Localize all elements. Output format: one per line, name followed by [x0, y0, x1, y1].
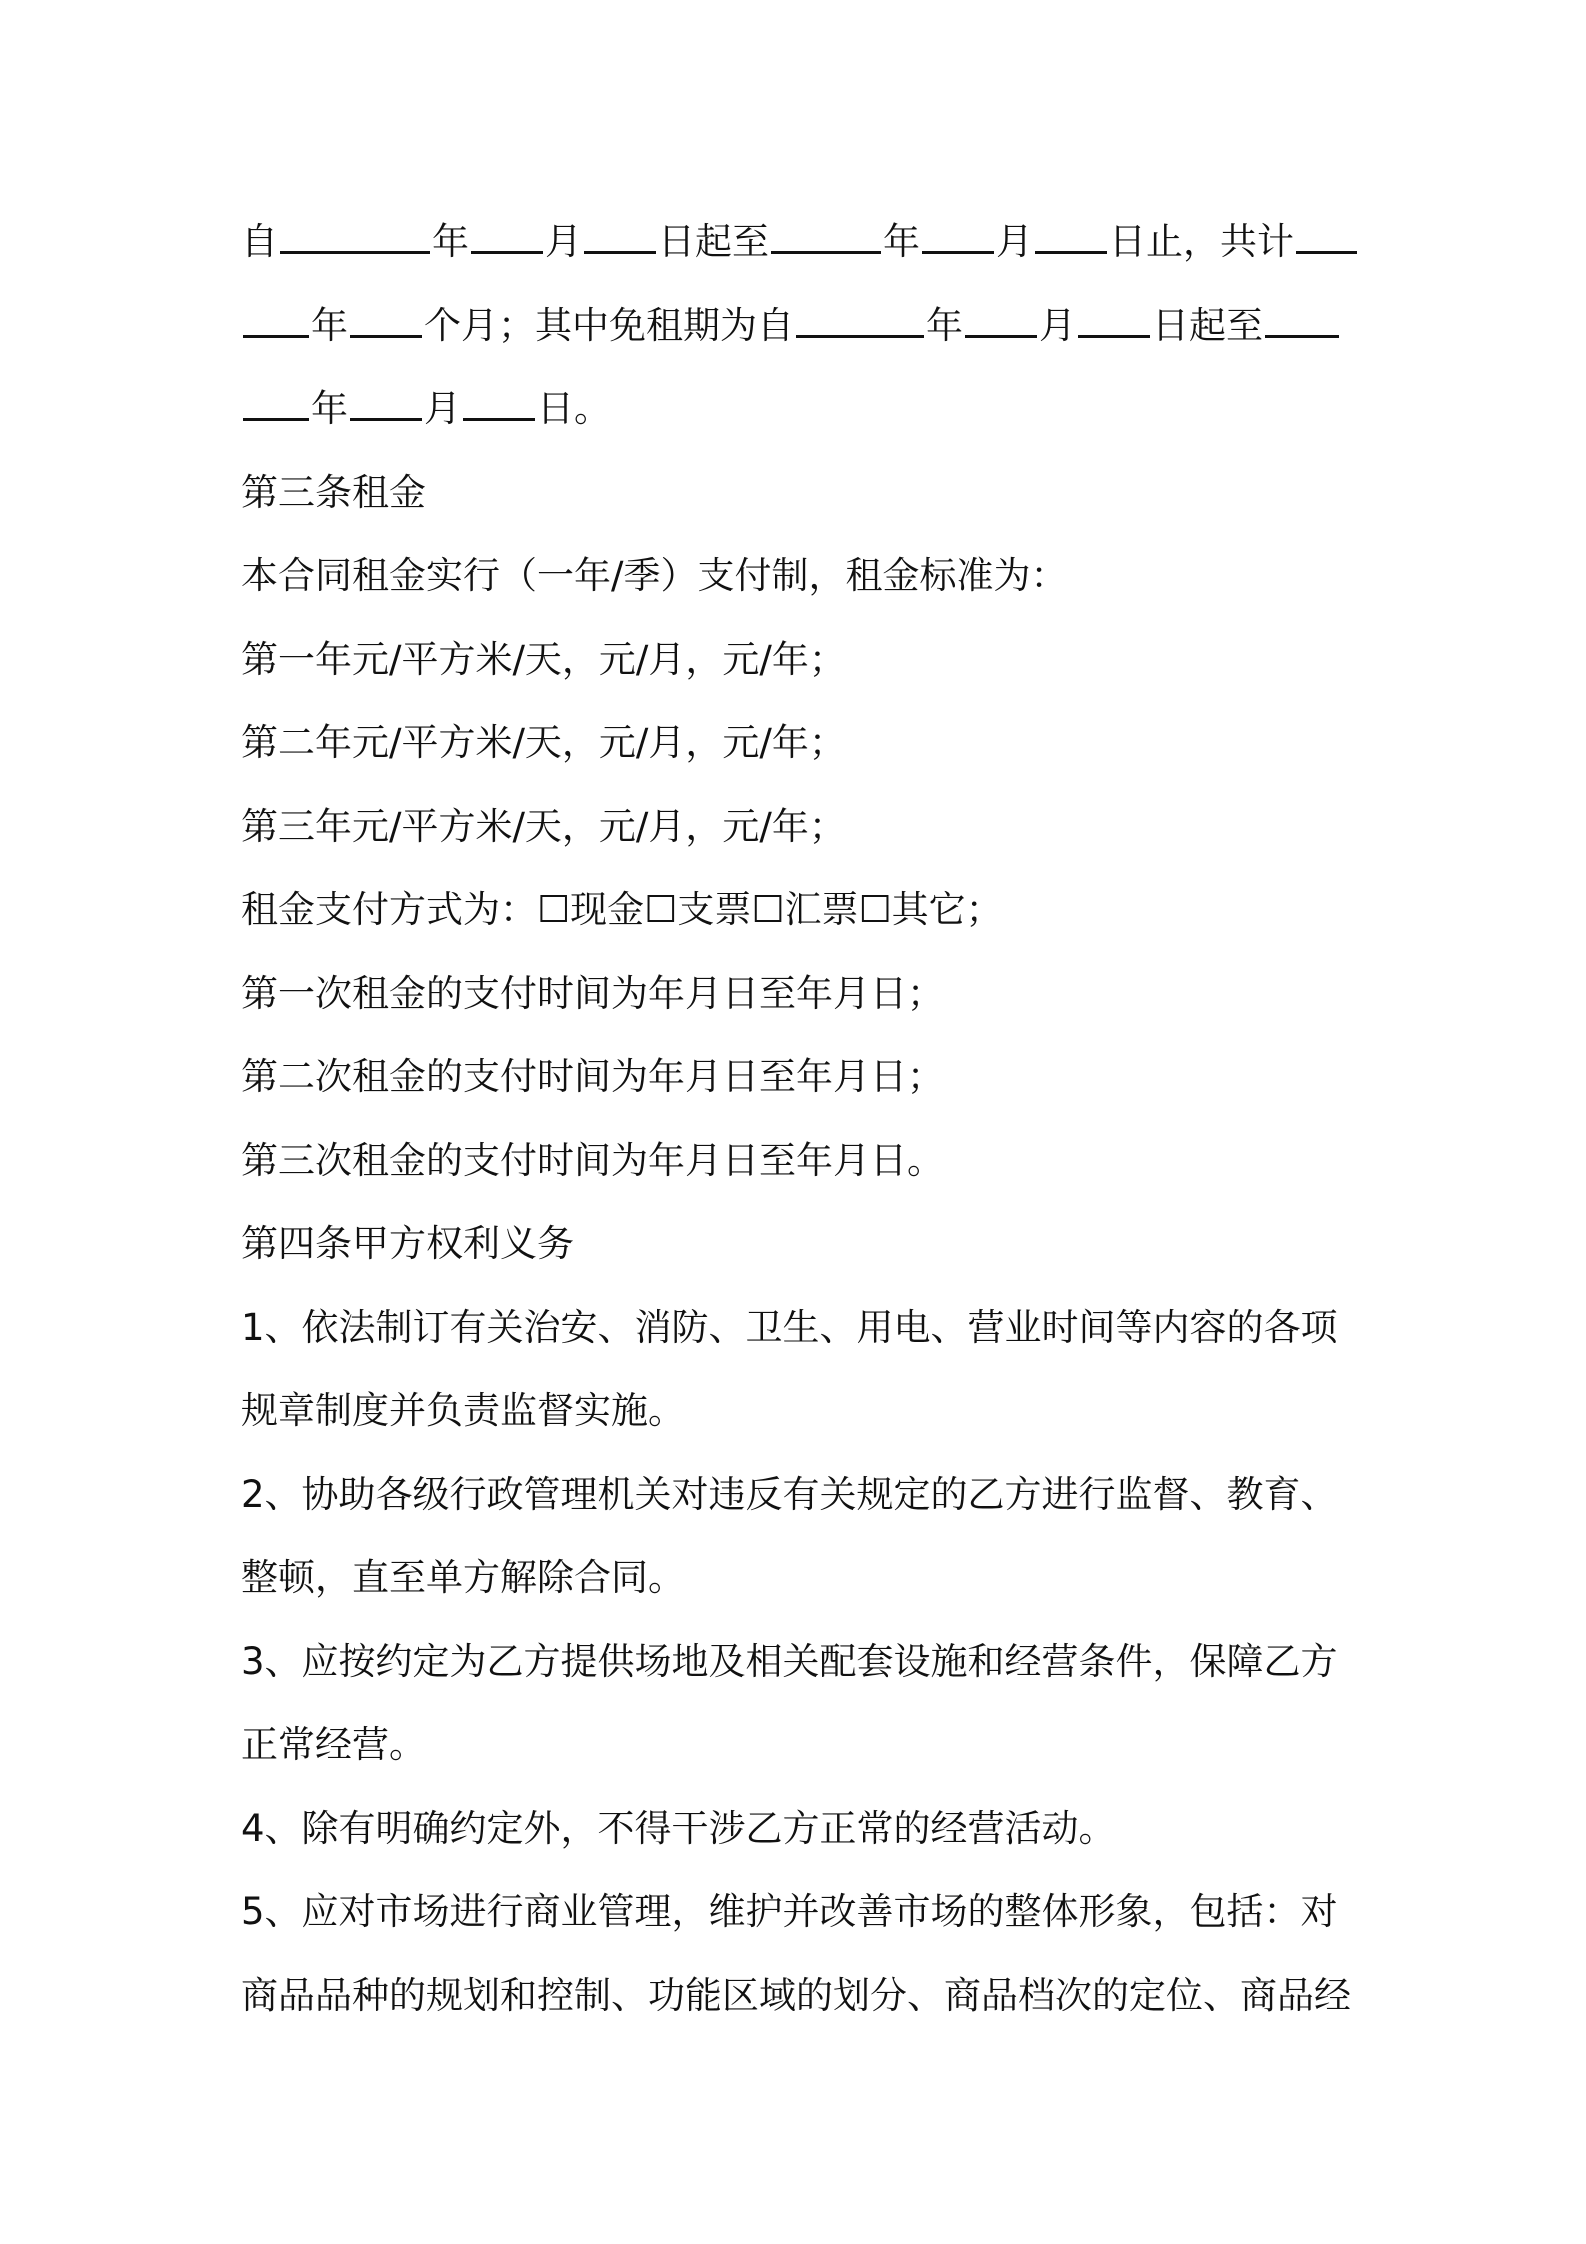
fill-blank — [463, 417, 535, 421]
fill-blank — [243, 334, 309, 338]
term-line-3 — [241, 367, 1357, 451]
text-segment: 日起至 — [1152, 303, 1263, 347]
paragraph-line: 商品品种的规划和控制、功能区域的划分、商品档次的定位、商品经 — [241, 1973, 1351, 2017]
fill-blank — [584, 250, 656, 254]
paragraph-line: 第一年元/平方米/天，元/月，元/年； — [241, 637, 846, 681]
paragraph-line: 4、除有明确约定外，不得干涉乙方正常的经营活动。 — [241, 1806, 1116, 1850]
payment-method-line: 租金支付方式为：☐现金☐支票☐汇票☐其它； — [241, 888, 1003, 931]
fill-blank — [243, 417, 309, 421]
paragraph-line: 正常经营。 — [241, 1723, 426, 1766]
term-line-2 — [241, 284, 1357, 368]
section-heading-party-a: 第四条甲方权利义务 — [241, 1222, 574, 1265]
fill-blank — [796, 334, 924, 338]
text-segment: 日。 — [537, 387, 611, 430]
fill-blank — [350, 334, 422, 338]
paragraph-line: 本合同租金实行（一年/季）支付制，租金标准为： — [241, 554, 1068, 597]
text-segment: 年 — [311, 387, 348, 430]
text-segment: 年 — [432, 220, 469, 263]
fill-blank — [1078, 334, 1150, 338]
text-segment: 年 — [311, 303, 348, 347]
fill-blank — [1035, 250, 1107, 254]
text-segment: 月 — [1039, 303, 1076, 347]
paragraph-line: 5、应对市场进行商业管理，维护并改善市场的整体形象，包括：对 — [241, 1890, 1338, 1933]
text-segment: 自 — [241, 220, 278, 263]
text-segment: 日止，共计 — [1109, 220, 1294, 263]
paragraph-line: 3、应按约定为乙方提供场地及相关配套设施和经营条件，保障乙方 — [241, 1639, 1338, 1683]
fill-blank — [771, 250, 881, 254]
paragraph-line: 第二次租金的支付时间为年月日至年月日； — [241, 1055, 944, 1098]
term-line-1 — [241, 200, 1357, 284]
paragraph-line: 2、协助各级行政管理机关对违反有关规定的乙方进行监督、教育、 — [241, 1472, 1338, 1516]
paragraph-line: 第二年元/平方米/天，元/月，元/年； — [241, 721, 846, 764]
fill-blank — [471, 250, 543, 254]
text-segment: 月 — [424, 387, 461, 430]
paragraph-line: 第三次租金的支付时间为年月日至年月日。 — [241, 1138, 944, 1182]
fill-blank — [922, 250, 994, 254]
paragraph-line: 第三年元/平方米/天，元/月，元/年； — [241, 804, 846, 848]
text-segment: 日起至 — [658, 220, 769, 263]
paragraph-line: 整顿，直至单方解除合同。 — [241, 1556, 685, 1599]
paragraph-line: 规章制度并负责监督实施。 — [241, 1389, 685, 1432]
text-segment: 月 — [545, 220, 582, 263]
fill-blank — [350, 417, 422, 421]
section-heading-rent: 第三条租金 — [241, 470, 426, 514]
fill-blank — [1296, 250, 1357, 254]
text-segment: 月 — [996, 220, 1033, 263]
document-body — [241, 200, 1357, 2037]
paragraph-line: 1、依法制订有关治安、消防、卫生、用电、营业时间等内容的各项 — [241, 1305, 1338, 1349]
fill-blank — [965, 334, 1037, 338]
fill-blank — [1265, 334, 1339, 338]
text-segment: 年 — [883, 220, 920, 263]
text-segment: 个月；其中免租期为自 — [424, 303, 794, 347]
fill-blank — [280, 250, 430, 254]
text-segment: 年 — [926, 303, 963, 347]
paragraph-line: 第一次租金的支付时间为年月日至年月日； — [241, 971, 944, 1015]
